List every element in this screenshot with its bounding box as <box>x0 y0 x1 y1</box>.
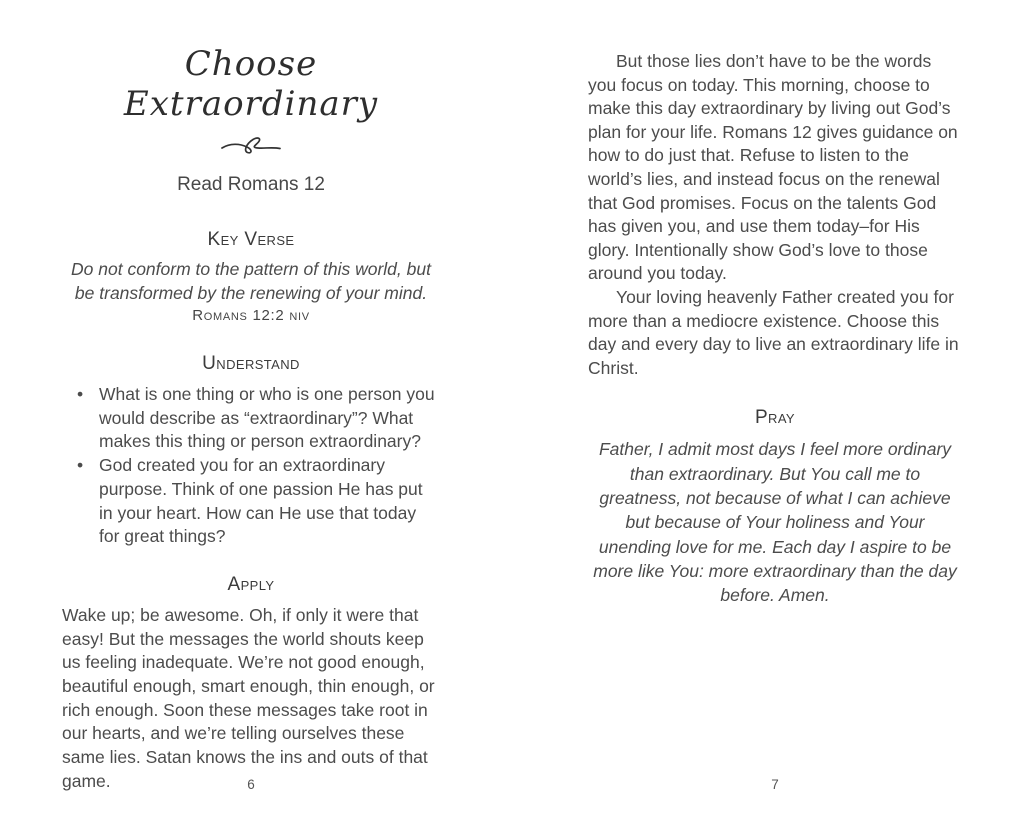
bullet-marker: • <box>77 384 84 404</box>
bullet-marker: • <box>77 455 84 476</box>
apply-heading: Apply <box>227 573 275 595</box>
page-right <box>588 0 962 825</box>
page-number-right: 7 <box>771 777 779 792</box>
list-item <box>62 383 440 454</box>
body-paragraph: But those lies don’t have to be the words you focus on today. This morning, choose to make this day extraordinary by living out God’s plan for your life. Romans 12 gives guidance on how to do just that. Refuse to listen to the world’s lies, and instead focus on the renewal that God promises. Focus on the talents God has given you, and use them today–for His glory. Intentionally show God’s love to those around you today. <box>588 51 958 284</box>
apply-paragraph: Wake up; be awesome. Oh, if only it were that easy! But the messages the world shouts keep us feeling inadequate. We’re not good enough, beautiful enough, smart enough, thin enough, or rich enough. Soon these messages take root in our hearts, and we’re telling ourselves these same lies. Satan knows the ins and outs of that game. <box>62 604 435 791</box>
bullet-text: What is one thing or who is one person you would describe as “extraordinary”? What makes this thing or person extraordinary? <box>99 384 435 452</box>
chapter-title: Choose Extraordinary <box>123 44 379 124</box>
key-verse-heading: Key Verse <box>207 229 295 250</box>
page-left <box>62 0 440 825</box>
page-number-left: 6 <box>247 777 255 792</box>
list-item <box>62 454 440 549</box>
reading-assignment: Read Romans 12 <box>177 174 325 195</box>
prayer-text: Father, I admit most days I feel more ordinary than extraordinary. But You call me to greatness, not because of what I can achieve but because of Your holiness and Your unending love for me. Each day I aspire to be more like You: more extraordinary than the day before. Amen. <box>593 439 957 606</box>
bullet-text: God created you for an extraordinary purpose. Think of one passion He has put in your heart. How can He use that today for great things? <box>99 455 423 547</box>
key-verse-text: Do not conform to the pattern of this world, but be transformed by the renewing of your mind. <box>71 259 431 303</box>
body-paragraph: Your loving heavenly Father created you for more than a mediocre existence. Choose this day and every day to live an extraordinary life in Christ. <box>588 286 959 378</box>
flourish-icon <box>62 131 440 159</box>
pray-heading: Pray <box>754 407 796 429</box>
understand-bullet-list <box>62 383 440 549</box>
verse-reference: Romans 12:2 niv <box>192 307 310 324</box>
understand-heading: Understand <box>202 353 300 374</box>
